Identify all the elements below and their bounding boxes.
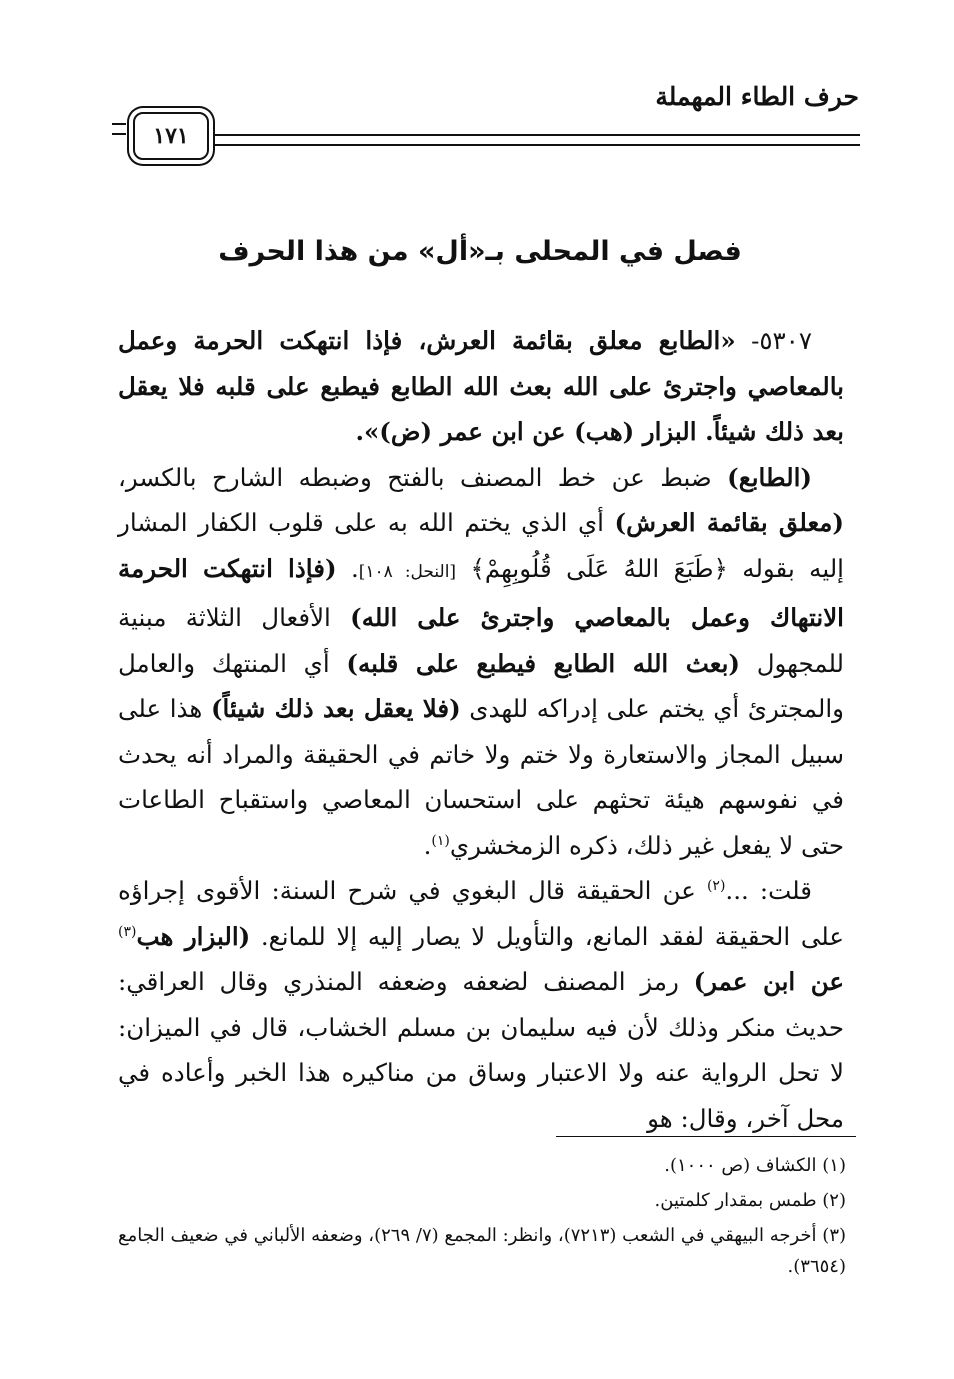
commentary-text: الأفعال الثلاثة مبنية للمجهول [118, 603, 845, 678]
commentary-text: عن الحقيقة قال البغوي في شرح السنة: الأقوى إجراؤه على الحقيقة لفقد المانع، والتأويل لا يصار إليه إلا للمانع. [118, 876, 844, 951]
lemma: (معلق بقائمة العرش) [614, 508, 844, 537]
lemma: (الطابع) [727, 462, 812, 492]
running-title: حرف الطاء المهملة [655, 82, 859, 111]
main-text [118, 318, 844, 1141]
page-number: ١٧١ [133, 112, 209, 160]
footnote-marker[interactable]: (١) [431, 832, 450, 849]
commentary-text: ضبط عن خط المصنف بالفتح وضبطه الشارح بالكسر، [118, 462, 728, 492]
commentary-text: رمز المصنف لضعفه وضعفه المنذري وقال العراقي: حديث منكر وذلك لأن فيه سليمان بن مسلم الخشاب، قال في الميزان: لا تحل الرواية عنه ولا الاعتبار وساق من مناكيره هذا الخبر وأعاده في محل آخر، وقال: هو [118, 967, 844, 1133]
footnote-3: (٣) أخرجه البيهقي في الشعب (٧٢١٣)، وانظر: المجمع (٧/ ٢٦٩)، وضعفه الألباني في ضعيف الجامع (٣٦٥٤). [118, 1225, 847, 1277]
footnote-marker[interactable]: (٣) [118, 923, 137, 940]
header-rule-end [112, 123, 126, 135]
lemma: (فإذا انتهكت الحرمة الانتهاك وعمل بالمعاصي واجترئ على الله) [118, 553, 844, 632]
lemma: (بعث الله الطابع فيطبع على قلبه) [346, 648, 740, 678]
footnote-marker[interactable]: (٢) [706, 877, 726, 894]
lemma: عن ابن عمر) [693, 967, 844, 996]
footnote-2: (٢) طمس بمقدار كلمتين. [654, 1190, 846, 1211]
section-title: فصل في المحلى بـ«أل» من هذا الحرف [218, 236, 742, 267]
hadith-text: «الطابع معلق بقائمة العرش، فإذا انتهكت الحرمة وعمل بالمعاصي واجترئ على الله بعث الله الطابع فيطبع على قلبه فلا يعقل بعد ذلك شيئاً. البزار (هب) عن ابن عمر (ض)». [118, 326, 844, 446]
footnotes [118, 1150, 846, 1286]
header-rule [210, 134, 860, 146]
commentary-text: . [336, 553, 359, 583]
commentary-text: هذا على سبيل المجاز والاستعارة ولا ختم ولا خاتم في الحقيقة والمراد أنه يحدث في نفوسهم هيئة تحثهم على استحسان المعاصي واستقباح الطاعات حتى لا يفعل غير ذلك، ذكره الزمخشري [118, 694, 844, 860]
commentary-text: أي المنتهك والعامل والمجترئ أي يختم على إدراكه للهدى [118, 648, 844, 723]
lemma: (البزار هب [136, 921, 251, 951]
commentary-text: قلت: ... [725, 876, 812, 905]
commentary-text: . [423, 830, 432, 860]
hadith-entry [118, 318, 844, 455]
entry-number: ٥٣٠٧- [751, 326, 812, 355]
quran-reference: [النحل: ١٠٨] [358, 561, 457, 582]
footnote-1: (١) الكشاف (ص ١٠٠٠). [664, 1155, 846, 1176]
footnote-separator [556, 1136, 856, 1137]
commentary-text: أي الذي يختم الله به على قلوب الكفار المشار إليه بقوله ﴿طَبَعَ اللهُ عَلَى قُلُوبِهِمْ﴾ [118, 508, 844, 583]
lemma: (فلا يعقل بعد ذلك شيئاً) [210, 694, 461, 723]
commentary-paragraph-1 [118, 455, 844, 869]
commentary-paragraph-2 [118, 868, 844, 1141]
